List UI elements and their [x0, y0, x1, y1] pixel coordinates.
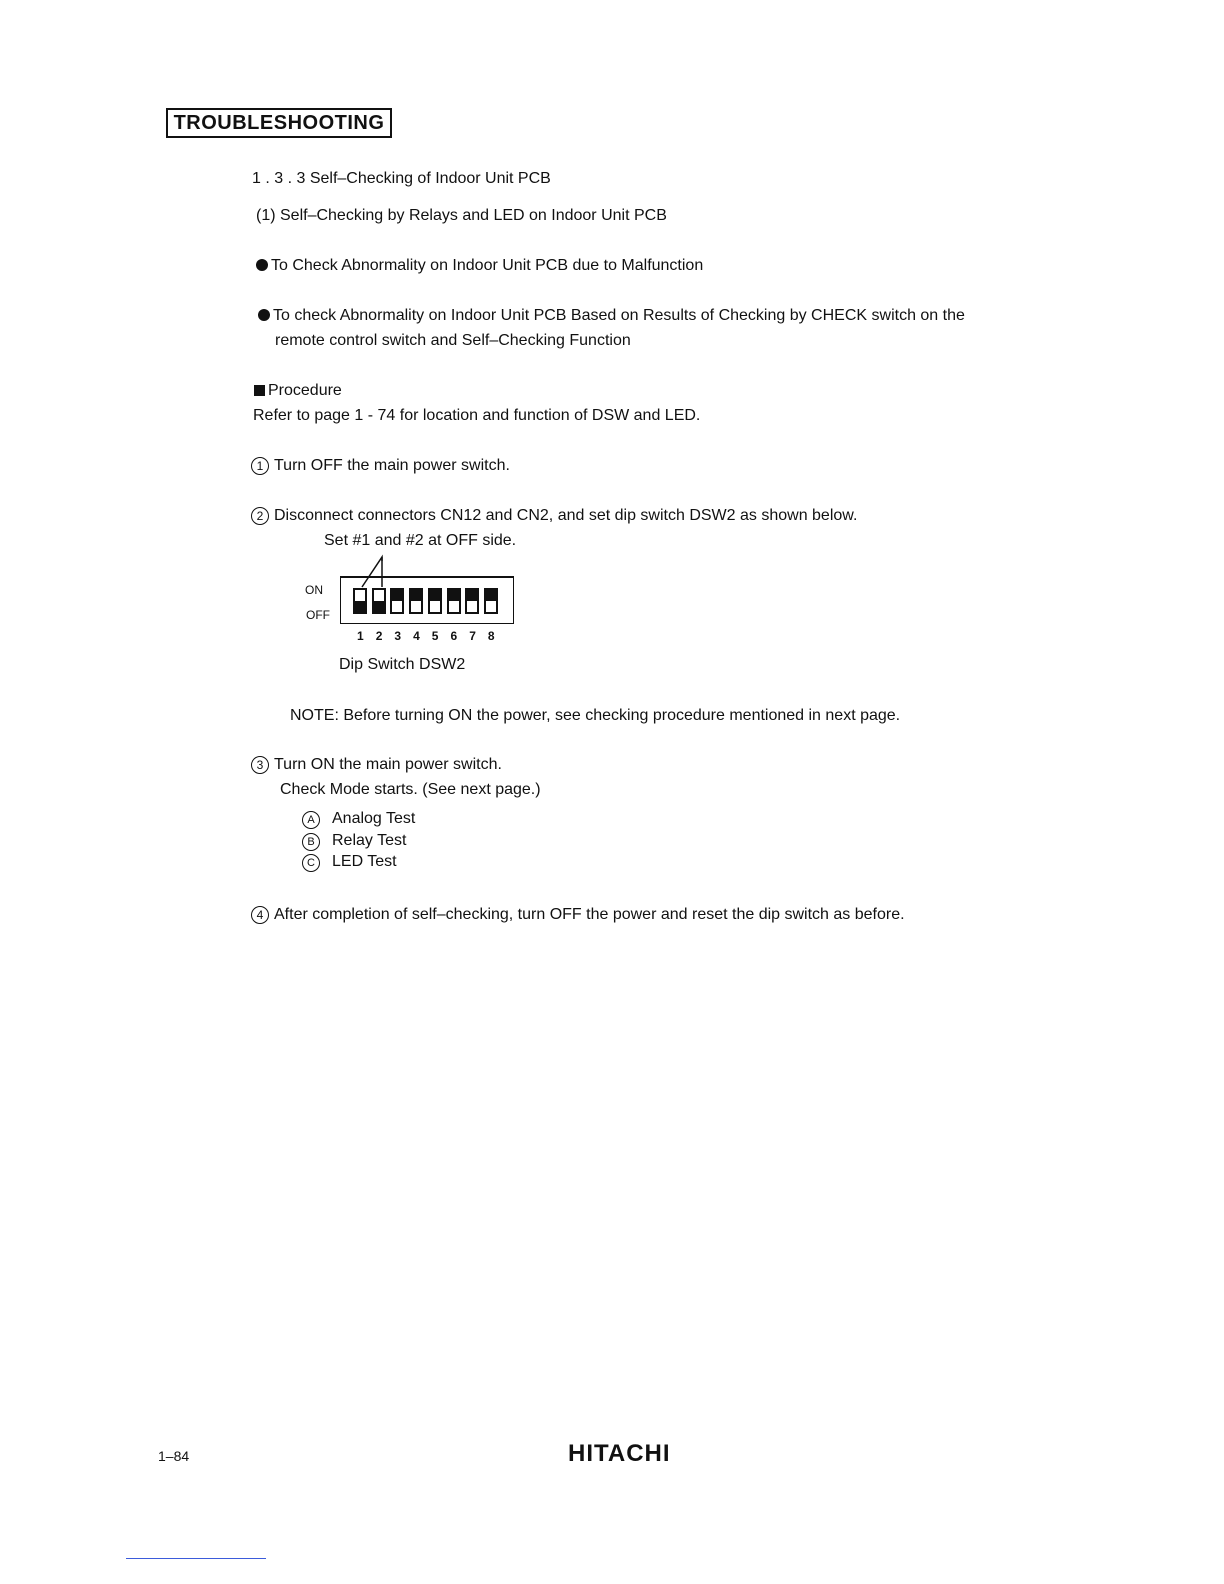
- dip-number-label: 7: [469, 629, 476, 643]
- dip-caption: Dip Switch DSW2: [339, 656, 466, 673]
- test-item-analog: [302, 809, 415, 829]
- step-2: [251, 506, 857, 526]
- dip-switch-knob: [430, 590, 440, 601]
- dip-switch-1: [353, 588, 367, 614]
- dip-switch-knob: [392, 590, 402, 601]
- dip-switch-3: [390, 588, 404, 614]
- dip-on-label: ON: [305, 583, 323, 597]
- circled-letter-icon: B: [302, 833, 320, 851]
- dip-number-label: 5: [431, 629, 439, 643]
- circled-letter-icon: C: [302, 854, 320, 872]
- step-text: Turn ON the main power switch.: [274, 756, 502, 773]
- dip-switch-knob: [449, 590, 459, 601]
- dip-number-label: 3: [394, 629, 402, 643]
- bullet-item-2: [258, 306, 965, 326]
- circled-number-icon: 1: [251, 457, 269, 475]
- dip-off-label: OFF: [306, 608, 330, 622]
- circled-number-icon: 3: [251, 756, 269, 774]
- dip-switch-knob: [486, 590, 496, 601]
- dip-number-label: 8: [487, 629, 495, 643]
- dip-switch-knob: [355, 601, 365, 612]
- test-label: Relay Test: [332, 832, 407, 849]
- step-text: Turn OFF the main power switch.: [274, 457, 510, 474]
- step-2-note: Set #1 and #2 at OFF side.: [324, 532, 517, 549]
- dip-switch-knob: [411, 590, 421, 601]
- step-text: After completion of self–checking, turn OFF the power and reset the dip switch as before.: [274, 906, 905, 923]
- bullet-dot-icon: [258, 309, 270, 321]
- bullet-text: To Check Abnormality on Indoor Unit PCB due to Malfunction: [271, 257, 704, 274]
- bullet-text-cont: remote control switch and Self–Checking Function: [275, 332, 631, 349]
- section-tag: TROUBLESHOOTING: [166, 108, 392, 138]
- circled-letter-icon: A: [302, 811, 320, 829]
- dip-number-label: 6: [450, 629, 458, 643]
- circled-number-icon: 4: [251, 906, 269, 924]
- step-4: [251, 905, 905, 925]
- step-3: [251, 755, 502, 775]
- test-item-led: [302, 852, 397, 872]
- procedure-label: [254, 381, 342, 401]
- bullet-text: To check Abnormality on Indoor Unit PCB Based on Results of Checking by CHECK switch on the: [273, 307, 965, 324]
- test-label: LED Test: [332, 853, 397, 870]
- brand-logo: HITACHI: [568, 1440, 671, 1467]
- dip-switch-5: [428, 588, 442, 614]
- square-bullet-icon: [254, 385, 265, 396]
- dip-number-label: 4: [413, 629, 420, 643]
- section-heading: 1 . 3 . 3 Self–Checking of Indoor Unit PCB: [252, 170, 551, 187]
- dip-switch-7: [465, 588, 479, 614]
- step-3-sub: Check Mode starts. (See next page.): [280, 781, 541, 798]
- procedure-text: Procedure: [268, 382, 342, 399]
- dip-number-label: 2: [375, 629, 383, 643]
- dip-switch-knob: [467, 590, 477, 601]
- bottom-rule: [126, 1558, 266, 1559]
- step-text: Disconnect connectors CN12 and CN2, and set dip switch DSW2 as shown below.: [274, 507, 858, 524]
- test-label: Analog Test: [332, 810, 416, 827]
- bullet-dot-icon: [256, 259, 268, 271]
- dip-switch-8: [484, 588, 498, 614]
- dip-switch-2: [372, 588, 386, 614]
- procedure-ref: Refer to page 1 - 74 for location and function of DSW and LED.: [253, 407, 701, 424]
- dip-switch-4: [409, 588, 423, 614]
- page-number: 1–84: [158, 1448, 190, 1464]
- dip-number-label: 1: [357, 629, 364, 643]
- step-1: [251, 456, 510, 476]
- bullet-item-1: [256, 256, 703, 276]
- dip-switch-knob: [374, 601, 384, 612]
- note-text: NOTE: Before turning ON the power, see checking procedure mentioned in next page.: [290, 707, 901, 724]
- sub-heading: (1) Self–Checking by Relays and LED on Indoor Unit PCB: [256, 207, 667, 224]
- test-item-relay: [302, 831, 406, 851]
- circled-number-icon: 2: [251, 507, 269, 525]
- dip-switch-6: [447, 588, 461, 614]
